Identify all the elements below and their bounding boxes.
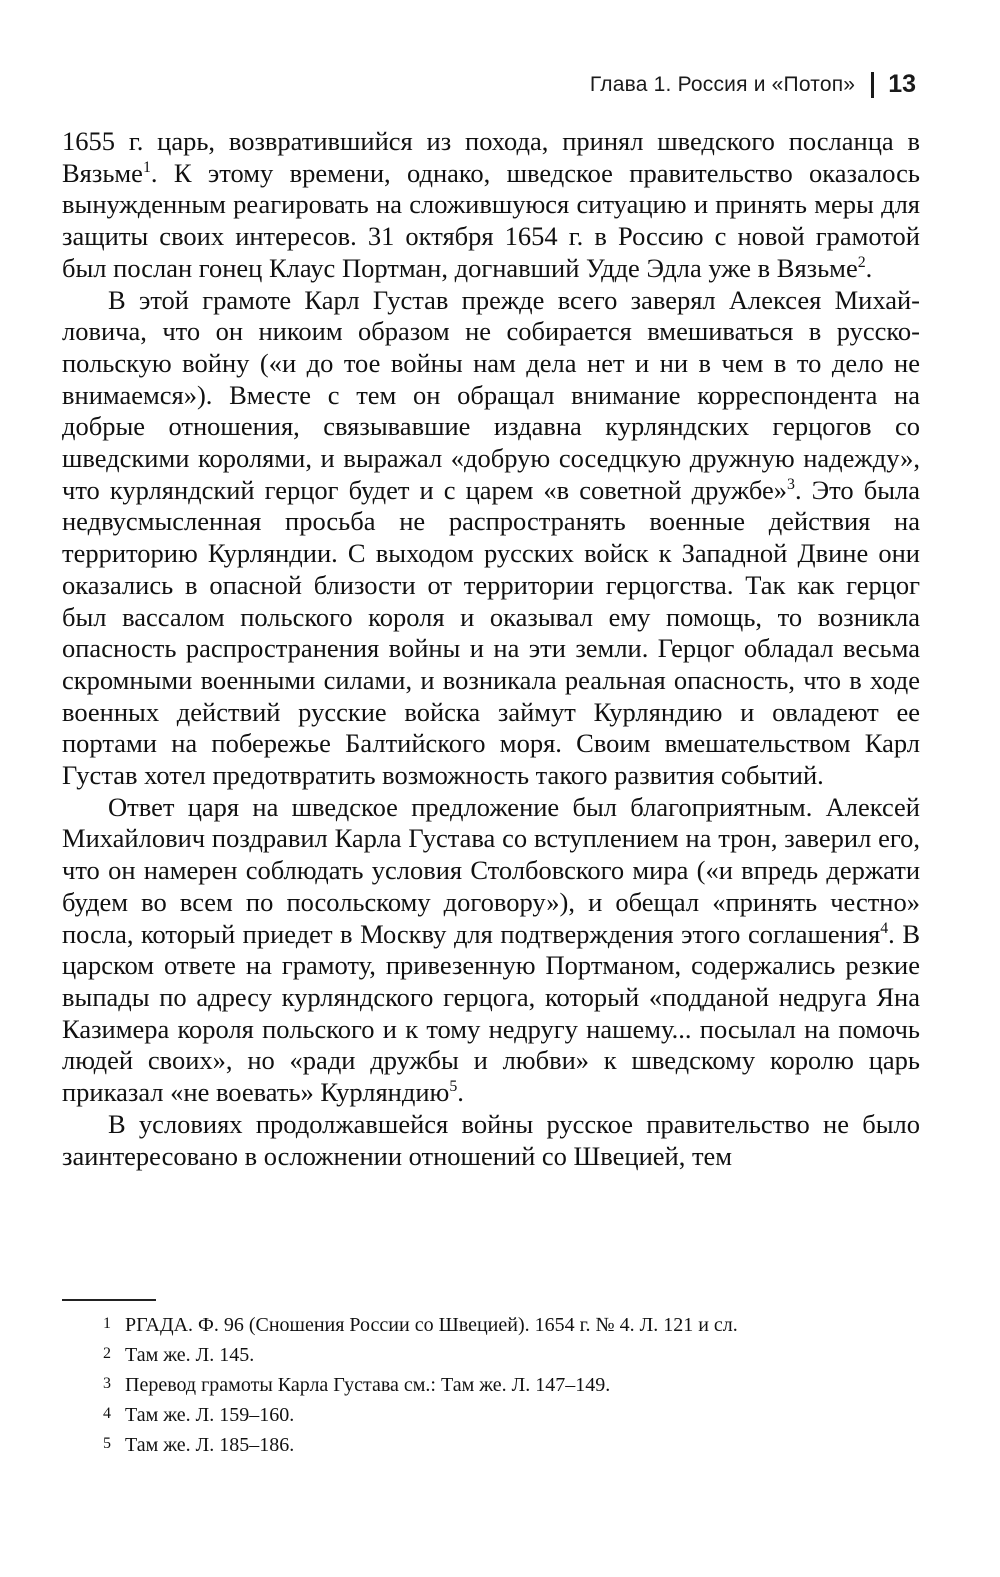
footnote-ref-5: 5 bbox=[449, 1078, 458, 1096]
text-run: В этой грамоте Карл Густав прежде всего заверял Алексея Михайловича, что он никоим образом не собирается вмешиваться в русско-польскую войну («и до тое войны нам дела нет и ни в чем в то дело не внимаемся»). Вместе с тем он обращал внимание корреспондента на добрые отношения, связывавшие издавна курляндских герцогов со шведскими королями, и выражал «добрую соседцкую дружную надежду», что курляндский герцог будет и с царем «в советной дружбе» bbox=[62, 284, 920, 505]
footnote bbox=[103, 1400, 923, 1430]
text-run: Ответ царя на шведское предложение был благоприятным. Алексей Михайлович поздравил Карла Густава со вступлением на трон, заверил его, что он намерен соблюдать условия Столбовского мира («и впредь держати будем во всем по посольскому договору»), и обещал «принять честно» посла, который приедет в Москву для подтверждения этого соглашения bbox=[62, 791, 920, 949]
footnote bbox=[103, 1370, 923, 1400]
footnote bbox=[103, 1310, 923, 1340]
footnote-number: 4 bbox=[103, 1405, 111, 1422]
header-divider bbox=[871, 72, 874, 98]
chapter-title: Глава 1. Россия и «Потоп» bbox=[589, 72, 856, 96]
footnote-number: 1 bbox=[103, 1315, 111, 1332]
main-text bbox=[62, 126, 920, 1172]
footnote-text: РГАДА. Ф. 96 (Сношения России со Швецией). 1654 г. № 4. Л. 121 и сл. bbox=[125, 1314, 738, 1336]
text-run: . Это была недвусмысленная просьба не распространять военные действия на территорию Курляндии. С выходом русских войск к Западной Двине они оказались в опасной близости от территории герцогства. Так как герцог был вассалом польского короля и оказывал ему помощь, то возникла опасность распространения войны и на эти земли. Герцог обладал весьма скромными военными силами, и возникала реальная опасность, что в ходе военных действий русские войска займут Курляндию и овладеют ее портами на побережье Балтийского моря. Своим вмешательством Карл Густав хотел предотвратить возможность такого развития событий. bbox=[62, 474, 920, 791]
paragraph-3 bbox=[62, 792, 920, 1109]
running-head bbox=[590, 70, 916, 99]
footnote-text: Перевод грамоты Карла Густава см.: Там же. Л. 147–149. bbox=[125, 1374, 611, 1396]
footnote-number: 5 bbox=[103, 1435, 111, 1452]
footnote-ref-4: 4 bbox=[880, 919, 889, 937]
paragraph-1 bbox=[62, 126, 920, 285]
footnote-text: Там же. Л. 185–186. bbox=[125, 1434, 295, 1456]
footnote-number: 3 bbox=[103, 1375, 111, 1392]
footnote-text: Там же. Л. 159–160. bbox=[125, 1404, 295, 1426]
footnote-text: Там же. Л. 145. bbox=[125, 1344, 255, 1366]
paragraph-4 bbox=[62, 1109, 920, 1172]
footnote-ref-1: 1 bbox=[142, 158, 151, 176]
paragraph-2 bbox=[62, 285, 920, 792]
footnote-separator bbox=[62, 1299, 156, 1301]
text-run: . В царском ответе на грамоту, привезенную Портманом, содержались резкие выпады по адресу курляндского герцога, который «подданой недруга Яна Казимера короля польского и к тому недругу нашему... посылал на помочь людей своих», но «ради дружбы и любви» к шведскому королю царь приказал «не воевать» Курляндию bbox=[62, 918, 920, 1108]
footnote bbox=[103, 1430, 923, 1460]
footnotes bbox=[103, 1310, 923, 1460]
text-run: . bbox=[457, 1077, 464, 1108]
page-number: 13 bbox=[888, 70, 916, 98]
text-run: . К этому времени, однако, шведское правительство оказалось вынужденным реагировать на сложившуюся ситуацию и принять меры для защиты своих интересов. 31 октября 1654 г. в Россию с новой грамотой был послан гонец Клаус Портман, догнавший Удде Эдла уже в Вязьме bbox=[62, 157, 920, 283]
footnote-number: 2 bbox=[103, 1345, 111, 1362]
text-run: . bbox=[865, 252, 873, 283]
footnote bbox=[103, 1340, 923, 1370]
text-run: 1655 г. царь, возвратившийся из похода, принял шведского посланца в Вязьме bbox=[62, 126, 920, 188]
footnote-ref-3: 3 bbox=[787, 475, 795, 493]
footnote-ref-2: 2 bbox=[857, 253, 866, 271]
text-run: В условиях продолжавшейся войны русское правительство не было заинтересовано в осложнении отношений со Швецией, тем bbox=[62, 1108, 920, 1171]
